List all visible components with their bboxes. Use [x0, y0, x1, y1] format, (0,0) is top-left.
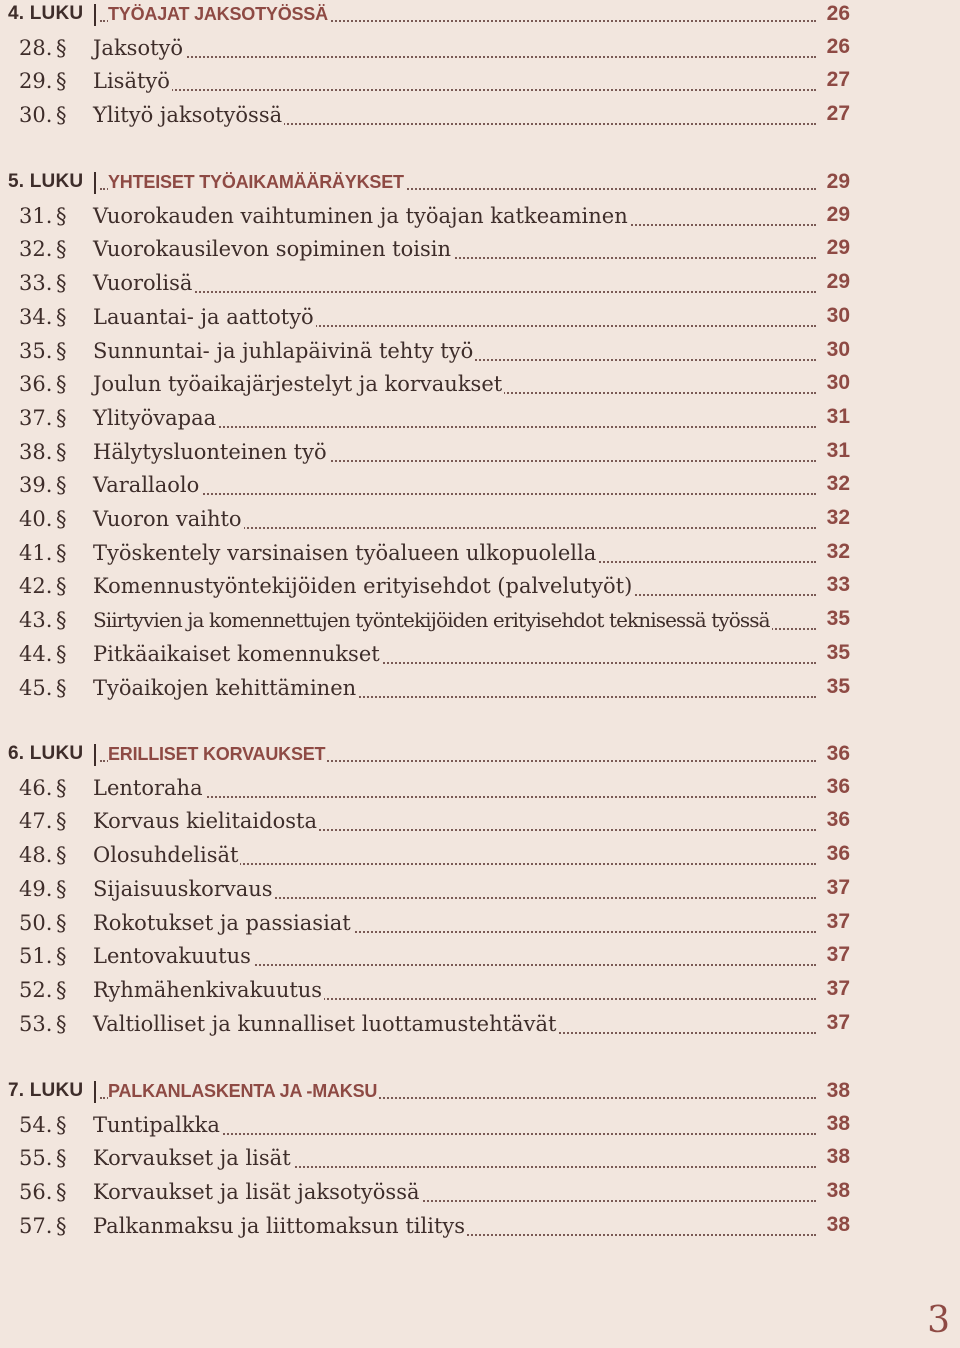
section-number: 41. [19, 540, 53, 565]
chapter-title: YHTEISET TYÖAIKAMÄÄRÄYKSET [108, 172, 404, 192]
section-title: Tuntipalkka [93, 1112, 220, 1137]
section-sign: § [56, 1011, 67, 1036]
toc-entry [0, 976, 850, 1010]
toc-entry [0, 337, 850, 371]
section-title: Korvaukset ja lisät [93, 1146, 291, 1171]
section-title: Joulun työaikajärjestelyt ja korvaukset [93, 372, 503, 397]
chapter-divider [94, 4, 96, 26]
section-title: Palkanmaksu ja liittomaksun tilitys [93, 1213, 466, 1238]
section-page: 30 [816, 338, 850, 362]
chapter-divider [94, 744, 96, 766]
section-number: 55. [19, 1146, 53, 1171]
section-sign: § [56, 507, 67, 531]
toc-entry [0, 539, 850, 573]
section-page: 38 [816, 1179, 850, 1203]
section-title: Sunnuntai- ja juhlapäivinä tehty työ [93, 338, 474, 363]
section-sign: § [56, 809, 67, 834]
section-title: Vuorokauden vaihtuminen ja työajan katkeaminen [93, 203, 628, 228]
section-sign: § [56, 1180, 67, 1205]
section-sign: § [56, 540, 67, 565]
page-number: 3 [927, 1300, 950, 1341]
section-page: 31 [816, 439, 850, 463]
section-number: 48. [19, 843, 53, 868]
chapter-title: ERILLISET KORVAUKSET [108, 744, 326, 764]
section-sign: § [56, 271, 67, 296]
section-title: Vuorolisä [93, 271, 193, 296]
section-title: Ylityövapaa [93, 405, 217, 430]
toc-entry [0, 807, 850, 841]
section-title: Ylityö jaksotyössä [93, 103, 283, 128]
section-sign: § [56, 439, 67, 464]
section-number: 46. [19, 775, 53, 800]
section-number: 50. [19, 910, 53, 935]
section-page: 36 [816, 775, 850, 799]
section-title: Hälytysluonteinen työ [93, 439, 327, 464]
chapter-divider [94, 172, 96, 194]
section-sign: § [56, 641, 67, 666]
section-title: Sijaisuuskorvaus [93, 876, 273, 901]
section-sign: § [56, 1213, 67, 1238]
section-title: Varallaolo [93, 473, 200, 498]
section-page: 38 [816, 1213, 850, 1237]
section-page: 30 [816, 371, 850, 395]
section-number: 33. [19, 271, 53, 296]
chapter-number: 5. LUKU [8, 171, 84, 192]
chapter-number: 6. LUKU [8, 743, 84, 764]
section-sign: § [56, 977, 67, 1002]
dot-leader [100, 89, 816, 91]
toc-entry [0, 438, 850, 472]
section-sign: § [56, 876, 67, 901]
section-page: 37 [816, 977, 850, 1001]
chapter-page: 26 [816, 2, 850, 26]
section-number: 47. [19, 809, 53, 834]
toc-entry [0, 640, 850, 674]
section-page: 37 [816, 876, 850, 900]
toc-entry [0, 606, 850, 640]
section-title: Työaikojen kehittäminen [93, 675, 357, 700]
toc-entry [0, 1010, 850, 1044]
dot-leader [100, 291, 816, 293]
section-sign: § [56, 843, 67, 868]
dot-leader [100, 796, 816, 798]
toc-entry [0, 303, 850, 337]
section-page: 30 [816, 304, 850, 328]
section-number: 30. [19, 103, 53, 128]
section-page: 32 [816, 472, 850, 496]
section-sign: § [56, 338, 67, 363]
chapter-heading [0, 0, 850, 34]
toc-entry [0, 572, 850, 606]
section-page: 32 [816, 540, 850, 564]
section-number: 44. [19, 641, 53, 666]
toc-entry [0, 67, 850, 101]
section-title: Lentoraha [93, 775, 203, 800]
section-sign: § [56, 35, 67, 60]
section-number: 39. [19, 473, 53, 498]
section-sign: § [56, 69, 67, 94]
section-title: Siirtyvien ja komennettujen työntekijöiden erityisehdot teknisessä työssä [93, 608, 770, 633]
chapter-title: PALKANLASKENTA JA -MAKSU [108, 1081, 378, 1101]
toc-entry [0, 942, 850, 976]
chapter-page: 36 [816, 742, 850, 766]
section-page: 36 [816, 842, 850, 866]
chapter-page: 29 [816, 170, 850, 194]
section-page: 29 [816, 203, 850, 227]
section-number: 28. [19, 35, 53, 60]
section-page: 37 [816, 910, 850, 934]
section-page: 35 [816, 675, 850, 699]
section-title: Korvaukset ja lisät jaksotyössä [93, 1180, 420, 1205]
toc-entry [0, 1144, 850, 1178]
section-number: 56. [19, 1180, 53, 1205]
section-number: 52. [19, 977, 53, 1002]
section-page: 27 [816, 68, 850, 92]
toc-entry [0, 101, 850, 135]
section-title: Valtiolliset ja kunnalliset luottamustehtävät [93, 1011, 557, 1036]
section-title: Vuoron vaihto [93, 507, 242, 531]
chapter-title: TYÖAJAT JAKSOTYÖSSÄ [108, 4, 328, 24]
toc-entry [0, 202, 850, 236]
toc-entry [0, 471, 850, 505]
section-title: Pitkäaikaiset komennukset [93, 641, 380, 666]
section-title: Komennustyöntekijöiden erityisehdot (palvelutyöt) [93, 574, 633, 599]
section-page: 27 [816, 102, 850, 126]
chapter-heading [0, 1077, 850, 1111]
section-title: Lauantai- ja aattotyö [93, 304, 314, 329]
section-page: 29 [816, 270, 850, 294]
section-sign: § [56, 775, 67, 800]
section-number: 45. [19, 675, 53, 700]
section-number: 29. [19, 69, 53, 94]
section-number: 36. [19, 372, 53, 397]
section-sign: § [56, 1146, 67, 1171]
section-title: Työskentely varsinaisen työalueen ulkopuolella [93, 540, 597, 565]
section-page: 26 [816, 35, 850, 59]
chapter-heading [0, 740, 850, 774]
toc-entry [0, 774, 850, 808]
toc-entry [0, 34, 850, 68]
section-number: 37. [19, 405, 53, 430]
section-sign: § [56, 203, 67, 228]
section-sign: § [56, 944, 67, 969]
section-sign: § [56, 304, 67, 329]
section-title: Lentovakuutus [93, 944, 251, 969]
section-number: 34. [19, 304, 53, 329]
toc-entry [0, 841, 850, 875]
section-page: 38 [816, 1145, 850, 1169]
section-number: 51. [19, 944, 53, 969]
section-page: 37 [816, 1011, 850, 1035]
chapter-heading [0, 168, 850, 202]
section-page: 32 [816, 506, 850, 530]
section-page: 35 [816, 607, 850, 631]
section-sign: § [56, 1112, 67, 1137]
toc-entry [0, 909, 850, 943]
toc-entry [0, 235, 850, 269]
toc-entry [0, 269, 850, 303]
section-title: Jaksotyö [93, 35, 184, 60]
toc-entry [0, 1111, 850, 1145]
section-number: 49. [19, 876, 53, 901]
section-page: 37 [816, 943, 850, 967]
dot-leader [100, 56, 816, 58]
section-title: Olosuhdelisät [93, 843, 239, 868]
section-page: 29 [816, 236, 850, 260]
section-title: Korvaus kielitaidosta [93, 809, 317, 834]
toc-entry [0, 1212, 850, 1246]
section-page: 38 [816, 1112, 850, 1136]
section-sign: § [56, 237, 67, 262]
section-number: 42. [19, 574, 53, 599]
section-sign: § [56, 608, 67, 633]
section-sign: § [56, 473, 67, 498]
section-title: Ryhmähenkivakuutus [93, 977, 323, 1002]
toc-entry [0, 674, 850, 708]
toc-entry [0, 370, 850, 404]
section-number: 31. [19, 203, 53, 228]
section-title: Vuorokausilevon sopiminen toisin [93, 237, 451, 262]
section-number: 35. [19, 338, 53, 363]
section-number: 57. [19, 1213, 53, 1238]
section-sign: § [56, 103, 67, 128]
chapter-divider [94, 1081, 96, 1103]
section-page: 36 [816, 808, 850, 832]
toc-entry [0, 505, 850, 539]
chapter-number: 4. LUKU [8, 3, 84, 24]
toc-entry [0, 1178, 850, 1212]
section-number: 40. [19, 507, 53, 531]
section-page: 35 [816, 641, 850, 665]
section-number: 53. [19, 1011, 53, 1036]
section-page: 31 [816, 405, 850, 429]
section-number: 43. [19, 608, 53, 633]
section-page: 33 [816, 573, 850, 597]
section-sign: § [56, 372, 67, 397]
section-sign: § [56, 675, 67, 700]
toc-entry [0, 875, 850, 909]
section-sign: § [56, 574, 67, 599]
section-number: 54. [19, 1112, 53, 1137]
section-title: Rokotukset ja passiasiat [93, 910, 351, 935]
toc-entry [0, 404, 850, 438]
section-sign: § [56, 405, 67, 430]
chapter-number: 7. LUKU [8, 1080, 84, 1101]
section-number: 38. [19, 439, 53, 464]
section-title: Lisätyö [93, 69, 170, 94]
section-sign: § [56, 910, 67, 935]
chapter-page: 38 [816, 1079, 850, 1103]
dot-leader [100, 493, 816, 495]
section-number: 32. [19, 237, 53, 262]
